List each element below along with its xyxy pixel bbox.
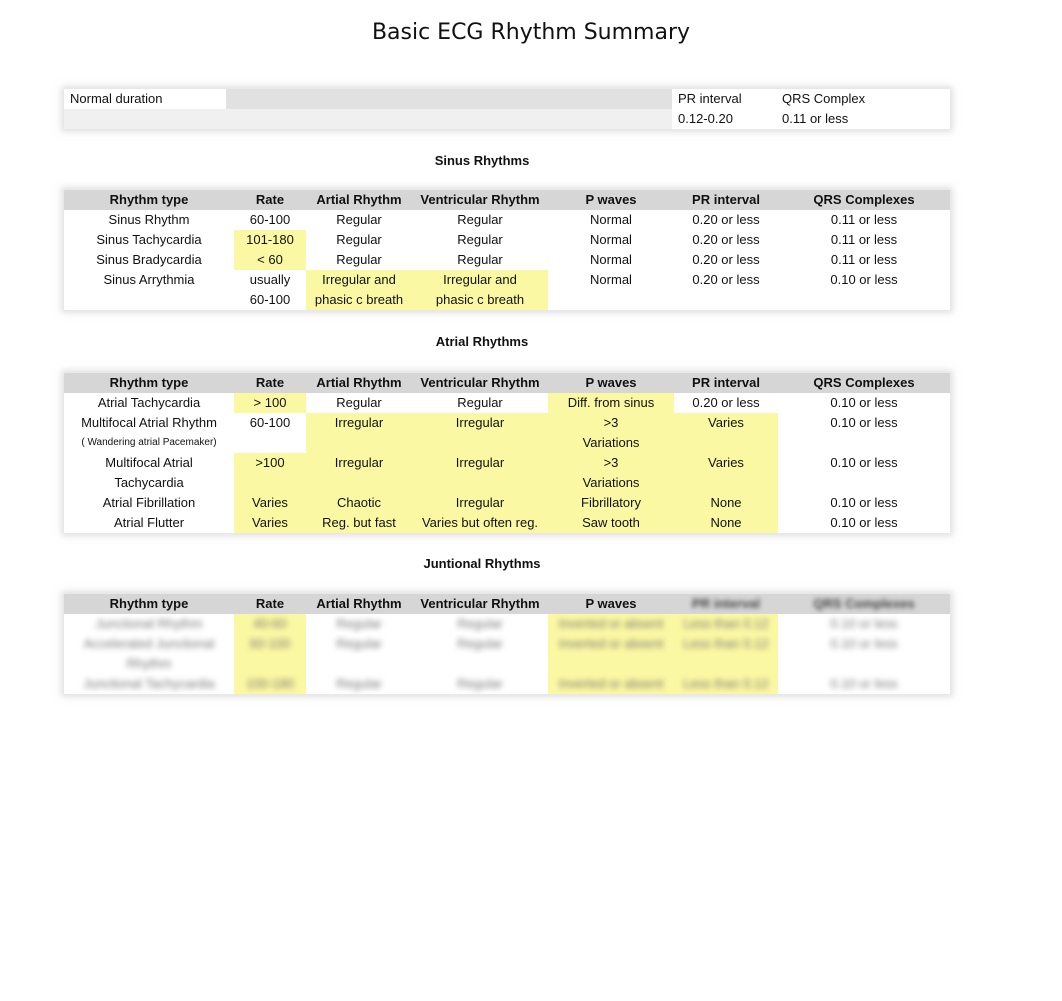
- table-cell: [234, 674, 306, 694]
- table-cell: Variations: [548, 433, 674, 453]
- table-cell: [412, 614, 548, 634]
- normal-duration-table: [64, 89, 950, 129]
- table-cell: Regular: [306, 250, 412, 270]
- cell-text: 40-60: [253, 616, 287, 631]
- cell-text: 0.10 or less: [830, 636, 898, 651]
- table-cell: 0.10 or less: [778, 453, 950, 473]
- table-row: [64, 230, 950, 250]
- table-cell: 0.10 or less: [778, 493, 950, 513]
- col-header: Ventricular Rhythm: [412, 373, 548, 393]
- table-cell: Regular: [306, 393, 412, 413]
- table-cell: Regular: [412, 230, 548, 250]
- table-cell: [306, 634, 412, 654]
- cell-text: Inverted or absent: [558, 636, 664, 651]
- col-header: [778, 594, 950, 614]
- table-row: [64, 210, 950, 230]
- normal-qrs-value: 0.11 or less: [776, 109, 950, 129]
- table-cell: [778, 674, 950, 694]
- table-cell: phasic c breath: [412, 290, 548, 310]
- col-header-text: PR interval: [692, 596, 760, 611]
- table-cell: Tachycardia: [64, 473, 234, 493]
- table-cell: [64, 290, 234, 310]
- cell-text: Rhythm: [126, 656, 172, 671]
- sinus-table: [64, 190, 950, 310]
- cell-text: 0.10 or less: [830, 616, 898, 631]
- table-row: [64, 654, 950, 674]
- table-cell: < 60: [234, 250, 306, 270]
- table-cell: [548, 634, 674, 654]
- cell-text: 60-100: [249, 636, 291, 651]
- table-cell: [306, 674, 412, 694]
- table-cell: Normal: [548, 270, 674, 290]
- cell-text: 100-180: [246, 676, 294, 691]
- cell-text: Regular: [457, 676, 503, 691]
- table-cell: Normal: [548, 230, 674, 250]
- table-cell: None: [674, 493, 778, 513]
- table-cell: [778, 290, 950, 310]
- table-cell: [674, 674, 778, 694]
- col-header: Rate: [234, 190, 306, 210]
- col-header: PR interval: [674, 373, 778, 393]
- table-cell: [674, 290, 778, 310]
- table-row: [64, 393, 950, 413]
- table-cell: [548, 674, 674, 694]
- table-row: [64, 614, 950, 634]
- table-cell: [64, 614, 234, 634]
- table-cell: 0.20 or less: [674, 270, 778, 290]
- table-cell: >3: [548, 413, 674, 433]
- col-header: Artial Rhythm: [306, 373, 412, 393]
- table-cell: [548, 290, 674, 310]
- table-cell: [412, 473, 548, 493]
- atrial-table: [64, 373, 950, 533]
- table-cell: [234, 634, 306, 654]
- table-cell: > 100: [234, 393, 306, 413]
- table-cell: [306, 473, 412, 493]
- table-cell: Chaotic: [306, 493, 412, 513]
- cell-text: Regular: [457, 616, 503, 631]
- table-cell: >3: [548, 453, 674, 473]
- col-header: Rhythm type: [64, 594, 234, 614]
- table-cell: [234, 433, 306, 453]
- col-header: Rate: [234, 373, 306, 393]
- normal-qrs-header: QRS Complex: [776, 89, 950, 109]
- cell-text: Junctional Tachycardia: [83, 676, 215, 691]
- junctional-table: [64, 594, 950, 694]
- table-row: [64, 250, 950, 270]
- col-header: PR interval: [674, 190, 778, 210]
- table-cell: [778, 634, 950, 654]
- table-cell: Diff. from sinus: [548, 393, 674, 413]
- table-cell: Sinus Tachycardia: [64, 230, 234, 250]
- table-cell: Atrial Flutter: [64, 513, 234, 533]
- table-cell: 0.20 or less: [674, 230, 778, 250]
- cell-text: Regular: [457, 636, 503, 651]
- cell-text: Junctional Rhythm: [95, 616, 203, 631]
- table-cell: Irregular: [306, 453, 412, 473]
- table-cell: 60-100: [234, 413, 306, 433]
- table-cell: 0.10 or less: [778, 513, 950, 533]
- sinus-section-title: Sinus Rhythms: [434, 153, 530, 168]
- normal-duration-label: Normal duration: [64, 89, 226, 109]
- table-cell: [674, 614, 778, 634]
- table-cell: Regular: [412, 250, 548, 270]
- cell-text: Regular: [336, 676, 382, 691]
- table-cell: Irregular and: [412, 270, 548, 290]
- table-cell: Atrial Tachycardia: [64, 393, 234, 413]
- page-title: Basic ECG Rhythm Summary: [371, 20, 691, 45]
- col-header: Ventricular Rhythm: [412, 594, 548, 614]
- cell-text: Less than 0.12: [683, 636, 769, 651]
- col-header: QRS Complexes: [778, 373, 950, 393]
- table-cell: 0.11 or less: [778, 250, 950, 270]
- table-cell: ( Wandering atrial Pacemaker): [64, 433, 234, 453]
- table-cell: Varies but often reg.: [412, 513, 548, 533]
- table-row: [64, 433, 950, 453]
- table-cell: usually: [234, 270, 306, 290]
- table-cell: [412, 674, 548, 694]
- table-header-row: [64, 190, 950, 210]
- table-cell: Multifocal Atrial Rhythm: [64, 413, 234, 433]
- table-cell: 0.20 or less: [674, 393, 778, 413]
- col-header: Artial Rhythm: [306, 594, 412, 614]
- table-row: [64, 473, 950, 493]
- table-cell: [674, 433, 778, 453]
- table-cell: Varies: [234, 513, 306, 533]
- table-cell: Irregular and: [306, 270, 412, 290]
- table-cell: Sinus Arrythmia: [64, 270, 234, 290]
- table-cell: phasic c breath: [306, 290, 412, 310]
- cell-text: Inverted or absent: [558, 616, 664, 631]
- table-cell: Normal: [548, 250, 674, 270]
- cell-text: 0.10 or less: [830, 676, 898, 691]
- table-row: [64, 674, 950, 694]
- table-header-row: [64, 373, 950, 393]
- table-cell: [234, 614, 306, 634]
- col-header: [674, 594, 778, 614]
- table-cell: 0.20 or less: [674, 210, 778, 230]
- table-cell: None: [674, 513, 778, 533]
- table-header-row: [64, 594, 950, 614]
- table-cell: Regular: [412, 210, 548, 230]
- table-cell: [778, 473, 950, 493]
- table-cell: 60-100: [234, 290, 306, 310]
- table-cell: 0.20 or less: [674, 250, 778, 270]
- col-header: Rhythm type: [64, 190, 234, 210]
- col-header: P waves: [548, 190, 674, 210]
- table-row: [64, 453, 950, 473]
- table-cell: Reg. but fast: [306, 513, 412, 533]
- table-cell: Atrial Fibrillation: [64, 493, 234, 513]
- table-cell: Regular: [412, 393, 548, 413]
- cell-text: Regular: [336, 616, 382, 631]
- table-cell: Irregular: [412, 493, 548, 513]
- table-cell: [778, 654, 950, 674]
- table-cell: Varies: [674, 453, 778, 473]
- cell-text: Regular: [336, 636, 382, 651]
- table-cell: Regular: [306, 230, 412, 250]
- table-cell: [306, 433, 412, 453]
- table-cell: [412, 433, 548, 453]
- table-cell: [778, 614, 950, 634]
- table-cell: Regular: [306, 210, 412, 230]
- table-cell: [412, 654, 548, 674]
- table-cell: Multifocal Atrial: [64, 453, 234, 473]
- table-cell: [674, 473, 778, 493]
- table-cell: [234, 473, 306, 493]
- table-cell: Irregular: [412, 453, 548, 473]
- table-cell: [548, 654, 674, 674]
- cell-text: Accelerated Junctional: [83, 636, 215, 651]
- col-header: Artial Rhythm: [306, 190, 412, 210]
- table-cell: 0.10 or less: [778, 393, 950, 413]
- table-cell: 60-100: [234, 210, 306, 230]
- table-cell: Sinus Rhythm: [64, 210, 234, 230]
- junctional-section-title: Juntional Rhythms: [423, 556, 541, 571]
- table-row: [64, 413, 950, 433]
- atrial-section-title: Atrial Rhythms: [435, 334, 529, 349]
- table-row: [64, 270, 950, 290]
- table-cell: Varies: [234, 493, 306, 513]
- table-row: [64, 493, 950, 513]
- table-cell: 0.10 or less: [778, 413, 950, 433]
- col-header: QRS Complexes: [778, 190, 950, 210]
- table-cell: [64, 654, 234, 674]
- table-cell: Varies: [674, 413, 778, 433]
- table-cell: [674, 654, 778, 674]
- table-cell: [548, 614, 674, 634]
- table-cell: [306, 654, 412, 674]
- table-row: [64, 513, 950, 533]
- table-cell: 0.11 or less: [778, 230, 950, 250]
- normal-pr-header: PR interval: [672, 89, 776, 109]
- table-cell: Fibrillatory: [548, 493, 674, 513]
- table-cell: [306, 614, 412, 634]
- table-cell: [234, 654, 306, 674]
- normal-pr-value: 0.12-0.20: [672, 109, 776, 129]
- col-header: P waves: [548, 373, 674, 393]
- table-cell: Irregular: [306, 413, 412, 433]
- table-cell: [64, 674, 234, 694]
- col-header: Ventricular Rhythm: [412, 190, 548, 210]
- table-row: [64, 290, 950, 310]
- table-cell: [778, 433, 950, 453]
- table-cell: Sinus Bradycardia: [64, 250, 234, 270]
- table-cell: Irregular: [412, 413, 548, 433]
- cell-text: Less than 0.12: [683, 616, 769, 631]
- table-cell: [64, 634, 234, 654]
- col-header: Rhythm type: [64, 373, 234, 393]
- table-cell: >100: [234, 453, 306, 473]
- table-cell: Normal: [548, 210, 674, 230]
- cell-text: Inverted or absent: [558, 676, 664, 691]
- table-cell: 0.10 or less: [778, 270, 950, 290]
- table-cell: Variations: [548, 473, 674, 493]
- col-header-text: QRS Complexes: [813, 596, 915, 611]
- cell-text: Less than 0.12: [683, 676, 769, 691]
- table-cell: Saw tooth: [548, 513, 674, 533]
- table-row: [64, 634, 950, 654]
- table-cell: [412, 634, 548, 654]
- table-cell: 101-180: [234, 230, 306, 250]
- table-cell: 0.11 or less: [778, 210, 950, 230]
- col-header: Rate: [234, 594, 306, 614]
- table-cell: [674, 634, 778, 654]
- col-header: P waves: [548, 594, 674, 614]
